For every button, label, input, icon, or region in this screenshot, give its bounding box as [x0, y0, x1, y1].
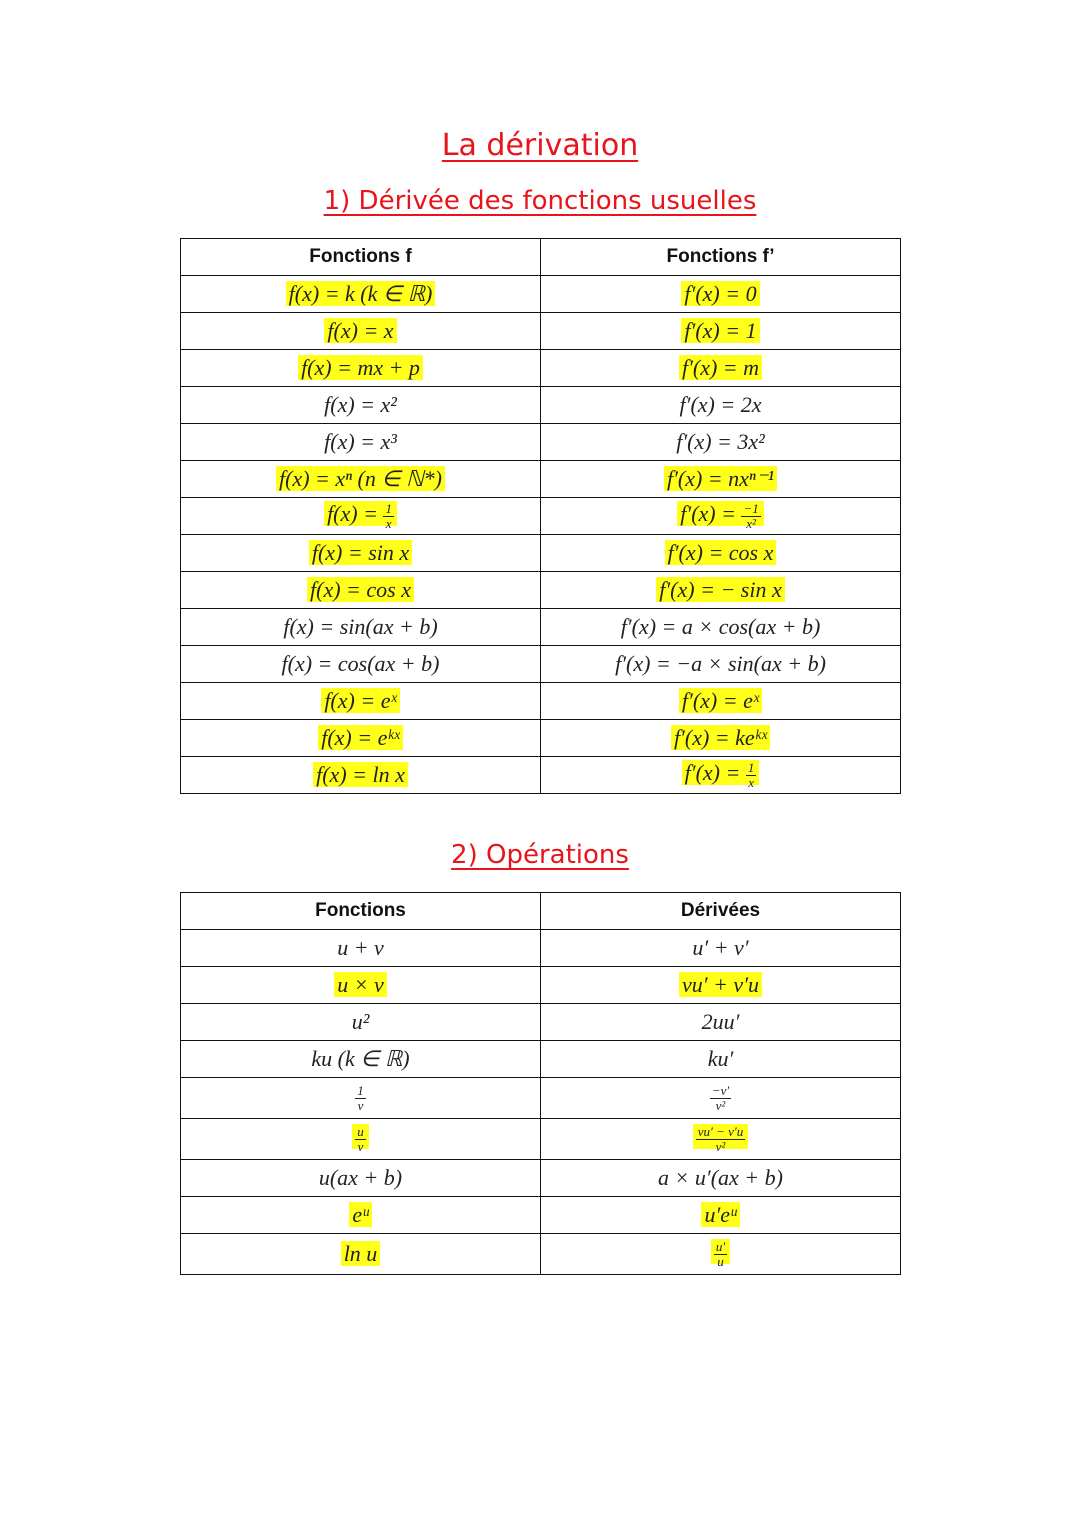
- derivative-cell: [541, 1119, 901, 1160]
- math-expression: f′(x) = 3x²: [676, 429, 765, 454]
- table-row: [181, 535, 901, 572]
- table-row: [181, 1041, 901, 1078]
- function-cell: [181, 1041, 541, 1078]
- derivative-cell: [541, 1004, 901, 1041]
- fraction: [710, 1084, 731, 1113]
- function-cell: [181, 1119, 541, 1160]
- table-row: [181, 350, 901, 387]
- column-header-derivatives: Fonctions f’: [541, 239, 901, 276]
- table-row: [181, 646, 901, 683]
- column-header-functions: Fonctions f: [181, 239, 541, 276]
- fraction-denominator: u: [717, 1253, 724, 1269]
- derivative-cell: [541, 1197, 901, 1234]
- derivative-cell: [541, 646, 901, 683]
- table-row: [181, 683, 901, 720]
- math-expression: f(x) = x²: [324, 392, 397, 417]
- function-cell: [181, 1197, 541, 1234]
- fraction-numerator: vu′ − v′u: [697, 1123, 744, 1139]
- table-row: [181, 930, 901, 967]
- table-row: [181, 1197, 901, 1234]
- table-row: [181, 572, 901, 609]
- fraction-denominator: x: [748, 774, 754, 790]
- function-cell: [181, 276, 541, 313]
- derivative-cell: [541, 1234, 901, 1275]
- table-row: [181, 313, 901, 350]
- math-expression: f′(x) = 2x: [679, 392, 762, 417]
- math-expression: ku′: [707, 1046, 734, 1071]
- math-expression: [682, 759, 760, 790]
- math-expression: f′(x) = −a × sin(ax + b): [615, 651, 826, 676]
- fraction: [696, 1125, 746, 1154]
- math-expression: u × v: [334, 972, 387, 997]
- derivative-cell: [541, 683, 901, 720]
- math-expression: u²: [351, 1009, 370, 1034]
- derivative-cell: [541, 720, 901, 757]
- fraction: [355, 1125, 366, 1154]
- math-expression: f′(x) = − sin x: [656, 577, 784, 602]
- math-expression: f(x) = eᵏˣ: [318, 725, 403, 750]
- math-expression: f(x) = x: [324, 318, 396, 343]
- math-expression: u′ + v′: [692, 935, 749, 960]
- math-expression: f′(x) = nxⁿ⁻¹: [664, 466, 777, 491]
- function-cell: [181, 387, 541, 424]
- function-cell: [181, 720, 541, 757]
- derivative-cell: [541, 609, 901, 646]
- derivative-cell: [541, 350, 901, 387]
- math-expression: [355, 1082, 366, 1113]
- function-cell: [181, 572, 541, 609]
- math-expression: u + v: [337, 935, 384, 960]
- table-row: [181, 757, 901, 794]
- math-expression: f(x) = cos(ax + b): [281, 651, 440, 676]
- fraction-denominator: x²: [746, 515, 756, 531]
- usual-derivatives-table: [180, 238, 901, 794]
- math-expression: f(x) = mx + p: [298, 355, 423, 380]
- column-header-functions: Fonctions: [181, 893, 541, 930]
- math-expression: f′(x) = keᵏˣ: [671, 725, 770, 750]
- page-title: La dérivation: [441, 128, 639, 163]
- math-expression: f(x) = x³: [324, 429, 397, 454]
- math-expression: f(x) = sin x: [309, 540, 412, 565]
- math-expression: f(x) = xⁿ (n ∈ ℕ*): [276, 466, 445, 491]
- function-cell: [181, 313, 541, 350]
- table-row: [181, 609, 901, 646]
- math-expression: vu′ + v′u: [679, 972, 762, 997]
- expression-prefix: f′(x) =: [680, 501, 742, 527]
- math-expression: f′(x) = cos x: [665, 540, 777, 565]
- expression-prefix: f′(x) =: [684, 760, 746, 786]
- derivative-cell: [541, 572, 901, 609]
- math-expression: f(x) = cos x: [307, 577, 414, 602]
- function-cell: [181, 967, 541, 1004]
- math-expression: [352, 1123, 369, 1154]
- math-expression: eᵘ: [349, 1202, 371, 1227]
- fraction-denominator: v: [357, 1138, 364, 1154]
- fraction: [355, 1084, 366, 1113]
- derivative-cell: [541, 1041, 901, 1078]
- math-expression: f(x) = k (k ∈ ℝ): [286, 281, 436, 306]
- fraction-numerator: 1: [385, 500, 392, 516]
- math-expression: u′eᵘ: [701, 1202, 739, 1227]
- table-row: [181, 1160, 901, 1197]
- table-row: [181, 1119, 901, 1160]
- operations-table: [180, 892, 901, 1275]
- math-expression: f′(x) = m: [679, 355, 762, 380]
- math-expression: ku (k ∈ ℝ): [311, 1046, 410, 1071]
- math-expression: ln u: [341, 1241, 381, 1266]
- fraction: [746, 761, 757, 790]
- column-header-derivatives: Dérivées: [541, 893, 901, 930]
- function-cell: [181, 646, 541, 683]
- function-cell: [181, 757, 541, 794]
- table-row: [181, 967, 901, 1004]
- fraction-denominator: v²: [715, 1138, 726, 1154]
- derivative-cell: [541, 313, 901, 350]
- function-cell: [181, 424, 541, 461]
- fraction-numerator: u′: [715, 1238, 726, 1254]
- fraction-numerator: u: [357, 1123, 364, 1139]
- math-expression: f′(x) = 0: [681, 281, 759, 306]
- math-expression: f′(x) = 1: [681, 318, 759, 343]
- fraction: [741, 502, 760, 531]
- derivative-cell: [541, 498, 901, 535]
- fraction-numerator: 1: [747, 759, 755, 775]
- function-cell: [181, 535, 541, 572]
- function-cell: [181, 461, 541, 498]
- math-expression: [710, 1082, 731, 1113]
- table-row: [181, 1004, 901, 1041]
- table-row: [181, 1078, 901, 1119]
- derivative-cell: [541, 757, 901, 794]
- derivative-cell: [541, 930, 901, 967]
- section-title-usual-derivatives: 1) Dérivée des fonctions usuelles: [323, 186, 757, 216]
- fraction-numerator: −v′: [711, 1082, 730, 1098]
- fraction-numerator: 1: [357, 1082, 364, 1098]
- math-expression: f(x) = ln x: [313, 762, 408, 787]
- table-row: [181, 461, 901, 498]
- fraction-denominator: x: [385, 515, 392, 531]
- fraction-numerator: −1: [743, 500, 759, 516]
- derivative-cell: [541, 461, 901, 498]
- math-expression: f(x) = eˣ: [321, 688, 399, 713]
- table-header-row: [181, 893, 901, 930]
- math-expression: [693, 1123, 749, 1154]
- math-expression: [324, 500, 397, 531]
- table-row: [181, 387, 901, 424]
- math-expression: f′(x) = a × cos(ax + b): [620, 614, 821, 639]
- table-row: [181, 720, 901, 757]
- derivative-cell: [541, 424, 901, 461]
- fraction: [714, 1240, 727, 1269]
- math-expression: [677, 500, 763, 531]
- math-expression: a × u′(ax + b): [658, 1165, 783, 1190]
- function-cell: [181, 683, 541, 720]
- function-cell: [181, 930, 541, 967]
- math-expression: f′(x) = eˣ: [679, 688, 762, 713]
- math-expression: 2uu′: [701, 1009, 740, 1034]
- expression-prefix: f(x) =: [327, 501, 384, 527]
- derivative-cell: [541, 1078, 901, 1119]
- function-cell: [181, 1234, 541, 1275]
- derivative-cell: [541, 967, 901, 1004]
- derivative-cell: [541, 1160, 901, 1197]
- function-cell: [181, 498, 541, 535]
- math-expression: [711, 1238, 730, 1269]
- table-header-row: [181, 239, 901, 276]
- function-cell: [181, 350, 541, 387]
- math-expression: u(ax + b): [318, 1165, 403, 1190]
- table-row: [181, 276, 901, 313]
- table-row: [181, 498, 901, 535]
- table-row: [181, 424, 901, 461]
- derivative-cell: [541, 535, 901, 572]
- function-cell: [181, 1004, 541, 1041]
- section-title-operations: 2) Opérations: [451, 840, 629, 870]
- fraction: [383, 502, 394, 531]
- derivative-cell: [541, 276, 901, 313]
- fraction-denominator: v²: [715, 1097, 726, 1113]
- function-cell: [181, 1078, 541, 1119]
- table-row: [181, 1234, 901, 1275]
- function-cell: [181, 1160, 541, 1197]
- math-expression: f(x) = sin(ax + b): [283, 614, 438, 639]
- function-cell: [181, 609, 541, 646]
- fraction-denominator: v: [357, 1097, 364, 1113]
- derivative-cell: [541, 387, 901, 424]
